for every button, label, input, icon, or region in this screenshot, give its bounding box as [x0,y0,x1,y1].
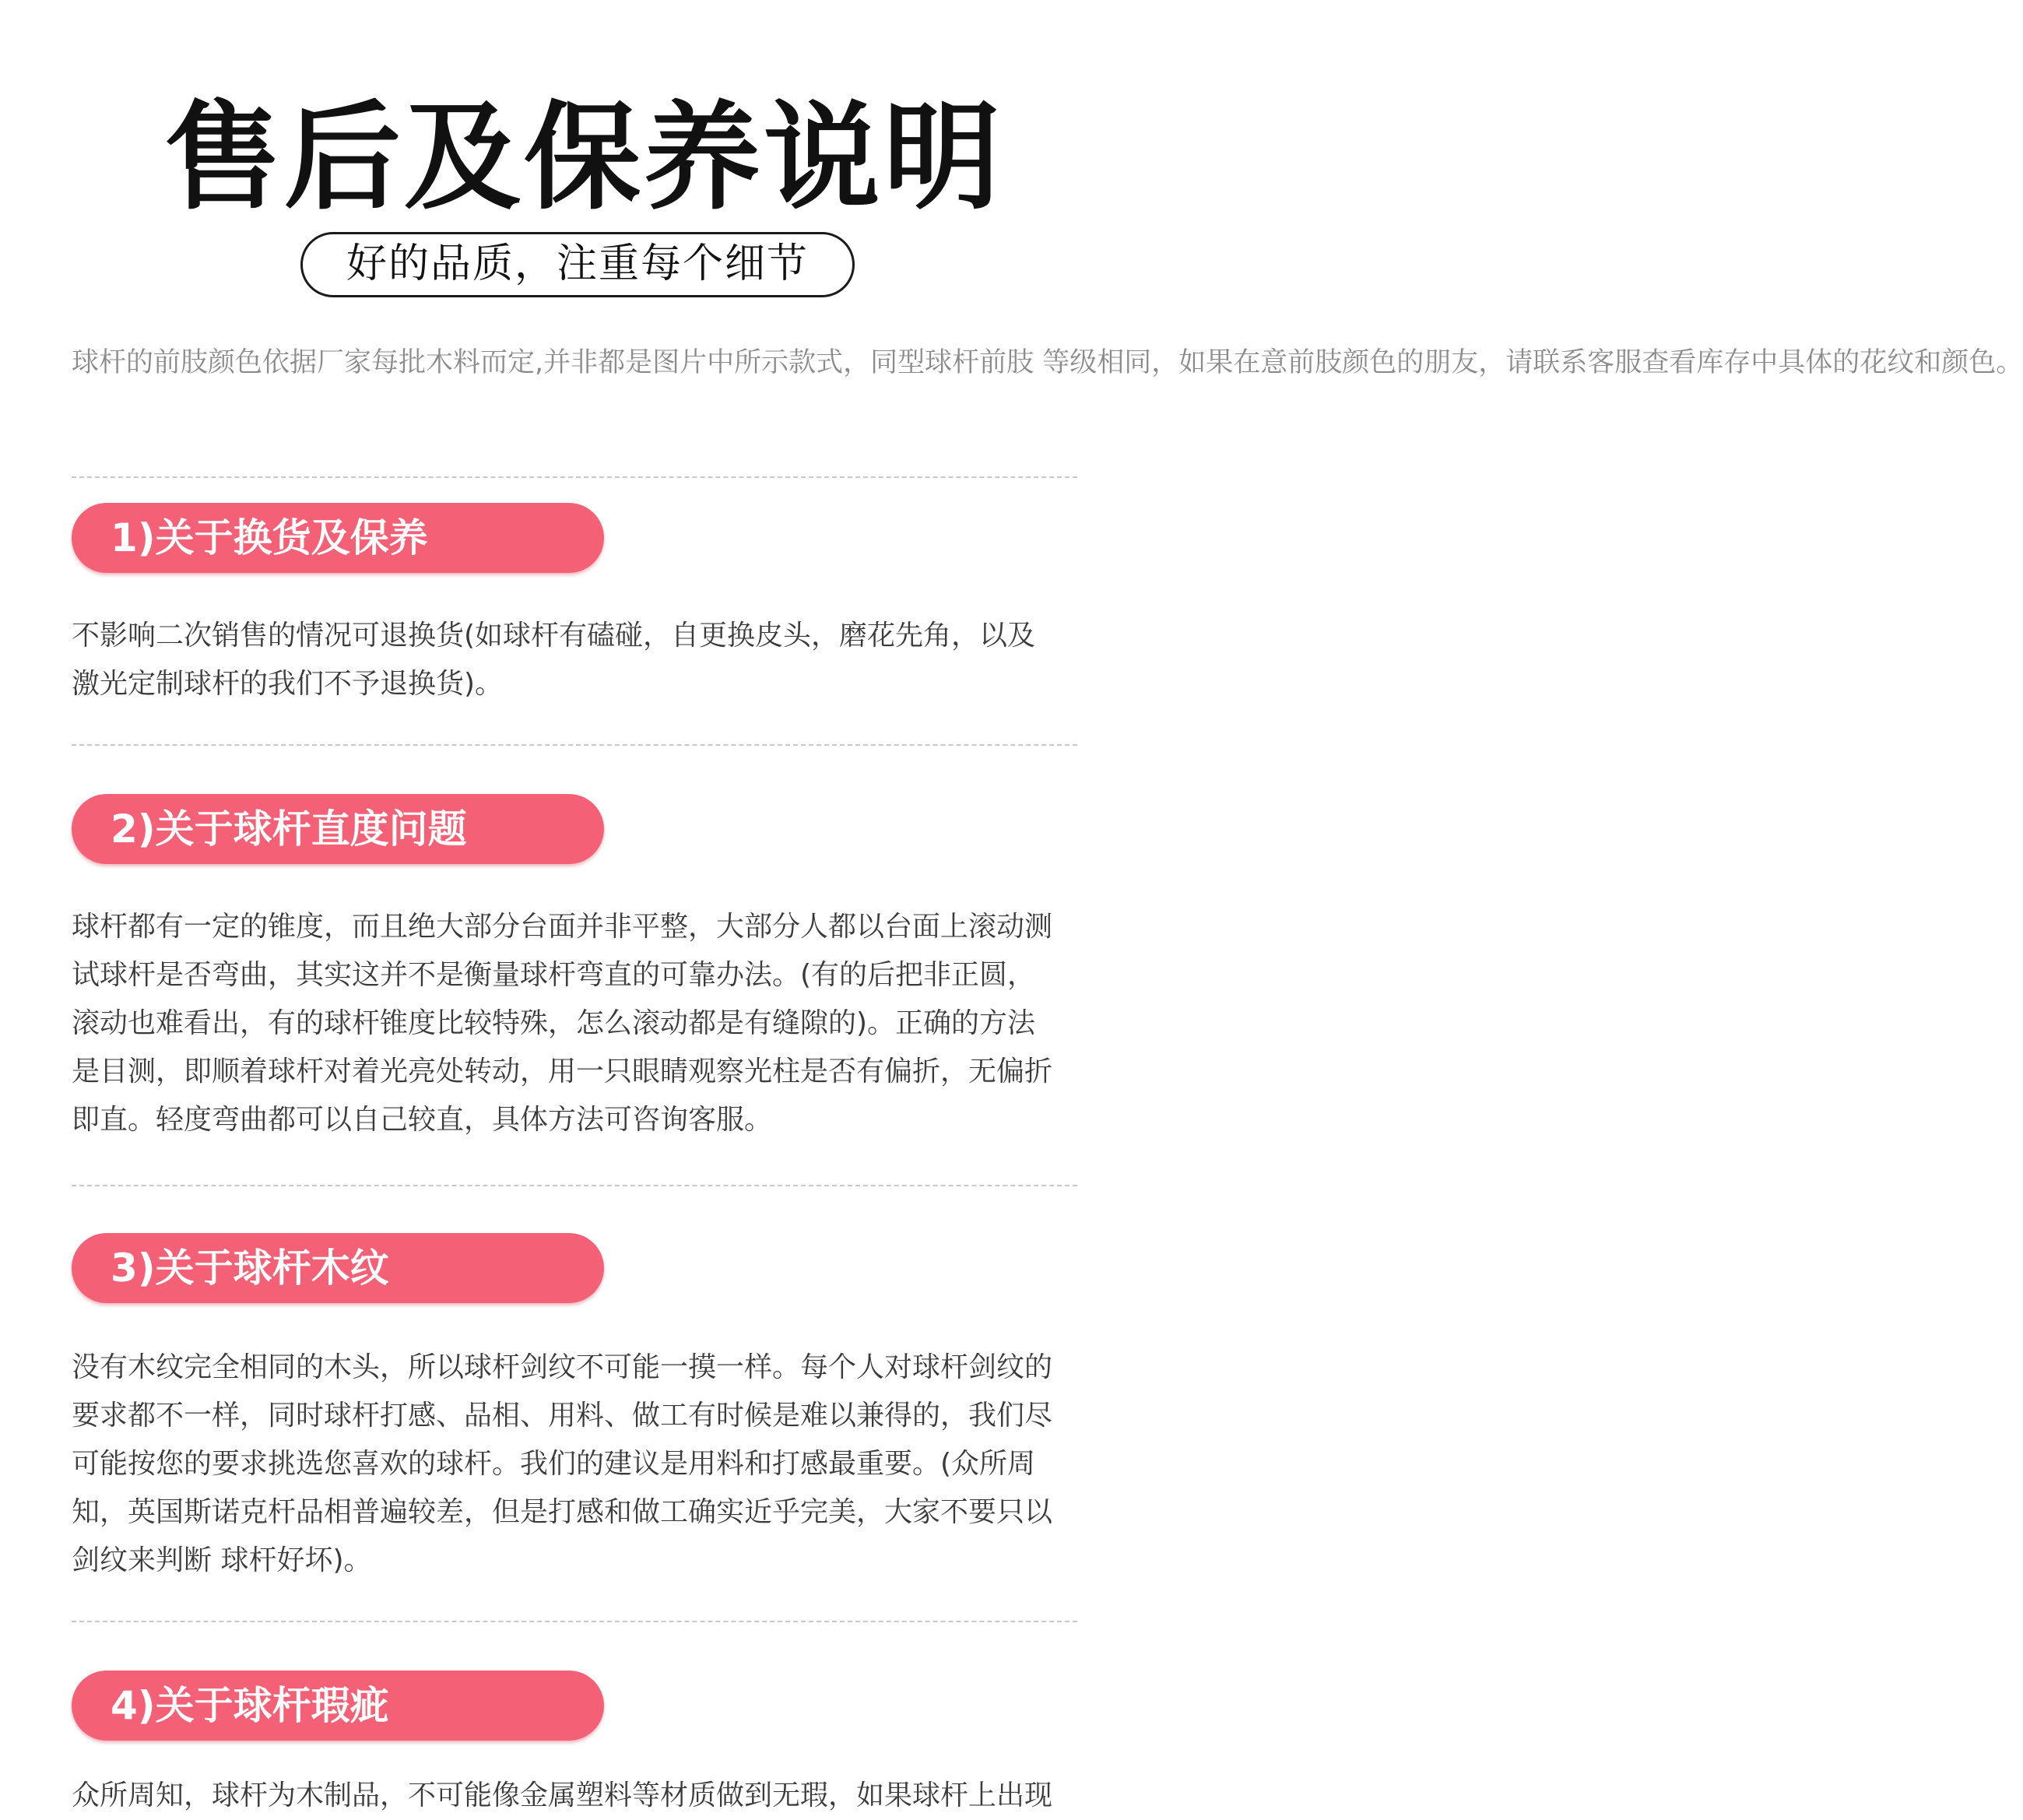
section-body-straightness [72,903,1099,1144]
subtitle-badge: 好的品质，注重每个细节 [300,232,855,297]
divider [72,744,1077,746]
body-line: 不影响二次销售的情况可退换货(如球杆有磕碰，自更换皮头，磨花先角，以及 [72,620,1036,652]
body-line: 滚动也难看出，有的球杆锥度比较特殊，怎么滚动都是有缝隙的)。正确的方法 [72,1007,1036,1039]
body-line: 可能按您的要求挑选您喜欢的球杆。我们的建议是用料和打感最重要。(众所周 [72,1448,1036,1480]
page-title: 售后及保养说明 [163,90,1003,226]
section-heading-flaws: 4)关于球杆瑕疵 [72,1671,604,1741]
body-line: 没有木纹完全相同的木头，所以球杆剑纹不可能一摸一样。每个人对球杆剑纹的 [72,1351,1053,1383]
section-body-wood-grain [72,1344,1099,1585]
body-line: 众所周知，球杆为木制品，不可能像金属塑料等材质做到无瑕，如果球杆上出现 [72,1780,1053,1811]
body-line: 试球杆是否弯曲，其实这并不是衡量球杆弯直的可靠办法。(有的后把非正圆， [72,959,1036,991]
section-heading-straightness: 2)关于球杆直度问题 [72,794,604,864]
body-line: 知，英国斯诺克杆品相普遍较差，但是打感和做工确实近乎完美，大家不要只以 [72,1496,1053,1528]
body-line: 是目测，即顺着球杆对着光亮处转动，用一只眼睛观察光柱是否有偏折，无偏折 [72,1056,1053,1087]
intro-line: 等级相同，如果在意前肢颜色的朋友，请联系客服查看库存中具体的花纹和颜色。 [1042,347,2023,378]
body-line: 激光定制球杆的我们不予退换货)。 [72,668,504,700]
section-heading-exchange: 1)关于换货及保养 [72,503,604,573]
section-body-exchange [72,612,1099,708]
intro-note [72,339,2023,386]
divider [72,1185,1077,1186]
body-line: 球杆都有一定的锥度，而且绝大部分台面并非平整，大部分人都以台面上滚动测 [72,911,1053,943]
body-line: 要求都不一样，同时球杆打感、品相、用料、做工有时候是难以兼得的，我们尽 [72,1400,1053,1432]
section-body-flaws [72,1772,1099,1820]
body-line: 剑纹来判断 球杆好坏)。 [72,1544,372,1576]
intro-line: 球杆的前肢颜色依据厂家每批木料而定,并非都是图片中所示款式，同型球杆前肢 [72,347,1034,378]
divider [72,1621,1077,1622]
body-line: 即直。轻度弯曲都可以自己较直，具体方法可咨询客服。 [72,1104,773,1136]
section-heading-wood-grain: 3)关于球杆木纹 [72,1233,604,1303]
divider [72,476,1077,478]
